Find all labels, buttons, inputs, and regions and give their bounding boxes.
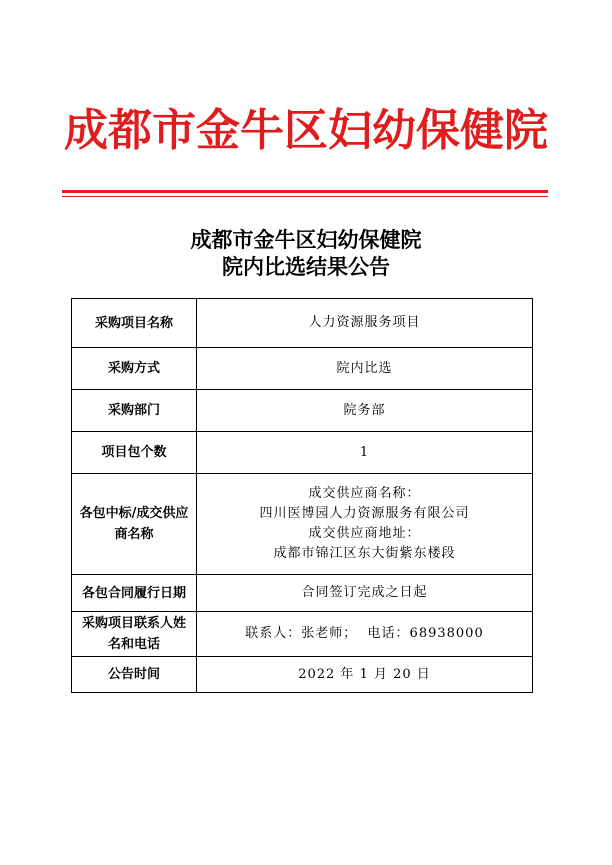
- header-rule-thin: [62, 196, 548, 197]
- row-label: 采购部门: [72, 390, 197, 432]
- document-title: [0, 226, 612, 280]
- row-value: 1: [197, 432, 533, 474]
- row-value: 联系人：张老师； 电话：68938000: [197, 612, 533, 657]
- supplier-name: 四川医博园人力资源服务有限公司: [259, 506, 470, 521]
- row-label: [72, 474, 197, 575]
- document-title-line-2: 院内比选结果公告: [222, 254, 390, 279]
- row-value: 人力资源服务项目: [197, 299, 533, 348]
- row-label: 公告时间: [72, 657, 197, 693]
- table-row: [72, 432, 533, 474]
- table-row: [72, 299, 533, 348]
- table-row: [72, 390, 533, 432]
- table-row: [72, 657, 533, 693]
- row-value: 合同签订完成之日起: [197, 575, 533, 612]
- table-row: [72, 474, 533, 575]
- table-row: [72, 348, 533, 390]
- row-value: 院内比选: [197, 348, 533, 390]
- supplier-address: 成都市锦江区东大街紫东楼段: [273, 546, 456, 561]
- row-label: 各包合同履行日期: [72, 575, 197, 612]
- row-label: 项目包个数: [72, 432, 197, 474]
- supplier-name-label: 成交供应商名称：: [308, 486, 421, 501]
- row-label-line: 各包中标/成交供应: [79, 506, 189, 521]
- table-row: [72, 575, 533, 612]
- row-label-line: 商名称: [114, 527, 154, 542]
- row-label: [72, 612, 197, 657]
- row-label-line: 采购项目联系人姓: [81, 616, 186, 631]
- row-value: 院务部: [197, 390, 533, 432]
- header-rule-thick: [62, 190, 548, 193]
- row-value: 2022 年 1 月 20 日: [197, 657, 533, 693]
- row-value: [197, 474, 533, 575]
- row-label: 采购项目名称: [72, 299, 197, 348]
- announcement-table: [71, 298, 533, 693]
- supplier-address-label: 成交供应商地址：: [308, 526, 421, 541]
- org-header-title: 成都市金牛区妇幼保健院: [64, 105, 548, 156]
- table-row: [72, 612, 533, 657]
- row-label-line: 名和电话: [107, 637, 160, 652]
- document-title-line-1: 成都市金牛区妇幼保健院: [190, 227, 422, 252]
- row-label: 采购方式: [72, 348, 197, 390]
